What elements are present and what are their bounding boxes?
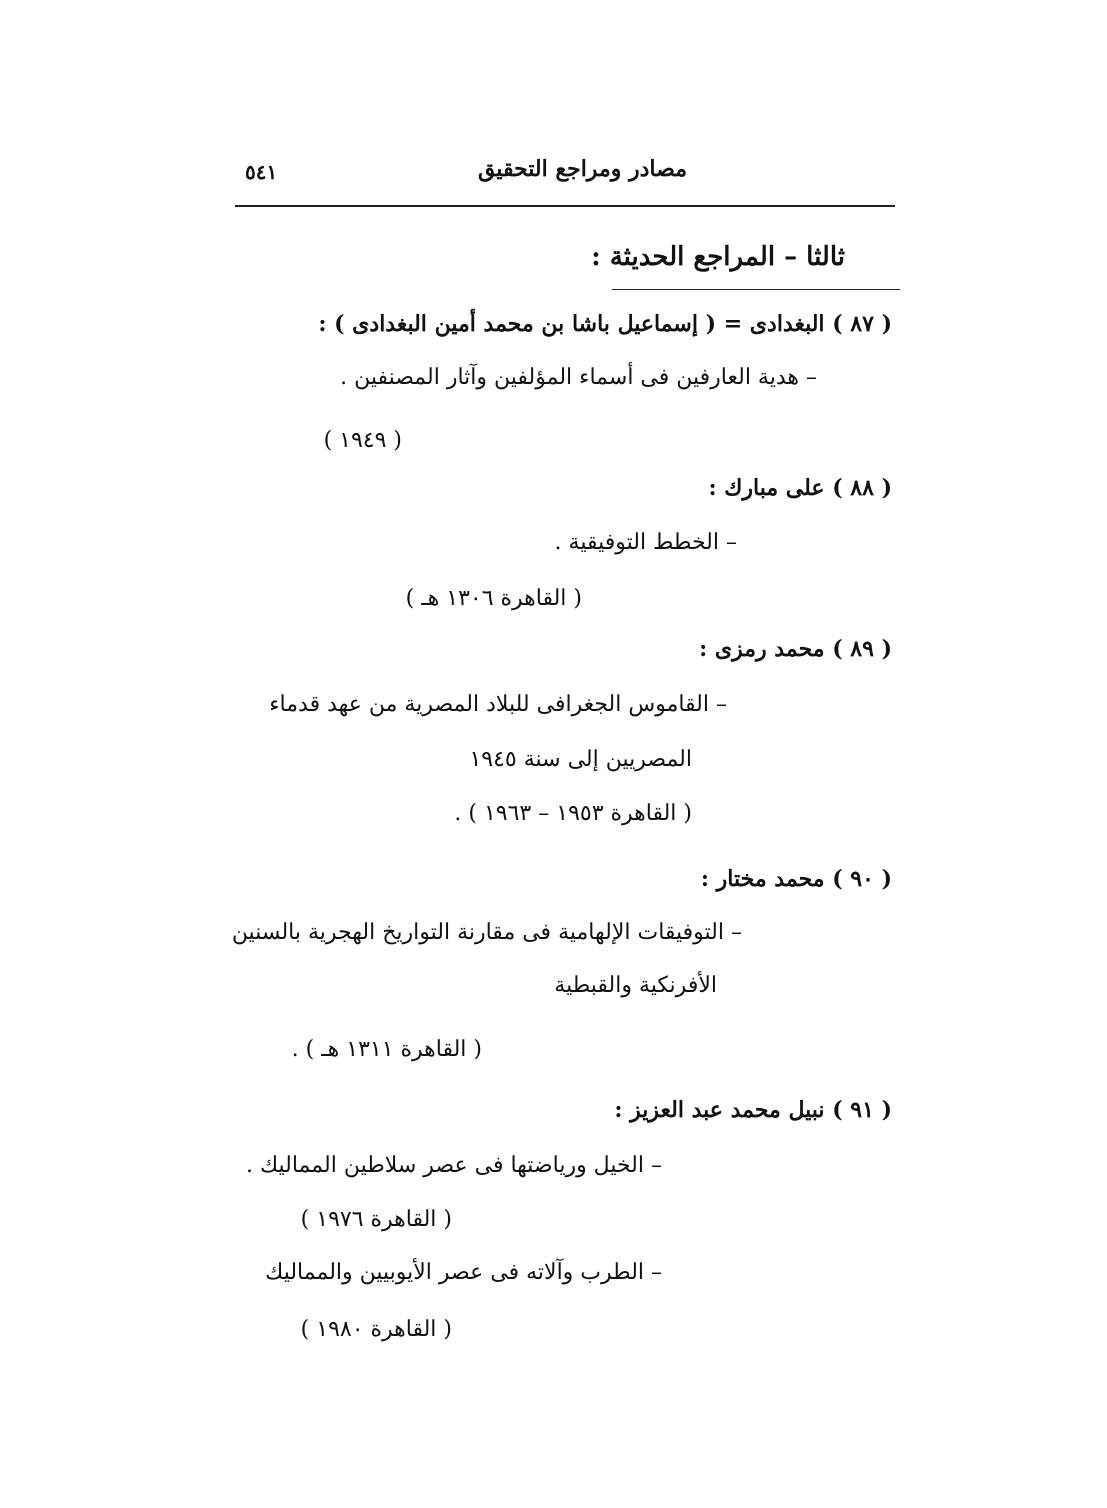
entry-91-imprint-1: ( القاهرة ١٩٧٦ ) — [300, 1207, 452, 1232]
page-number: ٥٤١ — [245, 160, 278, 184]
entry-88-imprint: ( القاهرة ١٣٠٦ هـ ) — [405, 586, 582, 611]
entry-90-title-line1: – التوفيقات الإلهامية فى مقارنة التواريخ الهجرية بالسنين — [231, 920, 742, 945]
entry-91-imprint-2: ( القاهرة ١٩٨٠ ) — [300, 1317, 452, 1342]
entry-89-title-line1: – القاموس الجغرافى للبلاد المصرية من عهد قدماء — [269, 692, 727, 717]
entry-87-imprint: ( ١٩٤٩ ) — [323, 428, 402, 453]
entry-88-title: – الخطط التوفيقية . — [554, 530, 737, 555]
header-rule — [235, 205, 895, 207]
entry-90-imprint: ( القاهرة ١٣١١ هـ ) . — [291, 1037, 482, 1062]
entry-91-title-2: – الطرب وآلاته فى عصر الأيوبيين والمماليك — [265, 1260, 662, 1285]
entry-89-imprint: ( القاهرة ١٩٥٣ – ١٩٦٣ ) . — [454, 801, 692, 826]
entry-89-title-line2: المصريين إلى سنة ١٩٤٥ — [469, 747, 692, 772]
running-header-title: مصادر ومراجع التحقيق — [477, 156, 687, 182]
section-underline — [612, 289, 900, 290]
entry-88-heading: ( ٨٨ ) على مبارك : — [708, 475, 892, 501]
entry-91-title-1: – الخيل ورياضتها فى عصر سلاطين المماليك . — [246, 1153, 662, 1178]
entry-91-heading: ( ٩١ ) نبيل محمد عبد العزيز : — [614, 1097, 892, 1123]
entry-89-heading: ( ٨٩ ) محمد رمزى : — [699, 636, 892, 662]
entry-87-heading: ( ٨٧ ) البغدادى = ( إسماعيل باشا بن محمد أمين البغدادى ) : — [318, 311, 892, 337]
entry-90-heading: ( ٩٠ ) محمد مختار : — [700, 866, 892, 892]
entry-90-title-line2: الأفرنكية والقبطية — [554, 973, 717, 998]
entry-87-title: – هدية العارفين فى أسماء المؤلفين وآثار المصنفين . — [340, 365, 817, 390]
section-title: ثالثا – المراجع الحديثة : — [591, 242, 845, 272]
